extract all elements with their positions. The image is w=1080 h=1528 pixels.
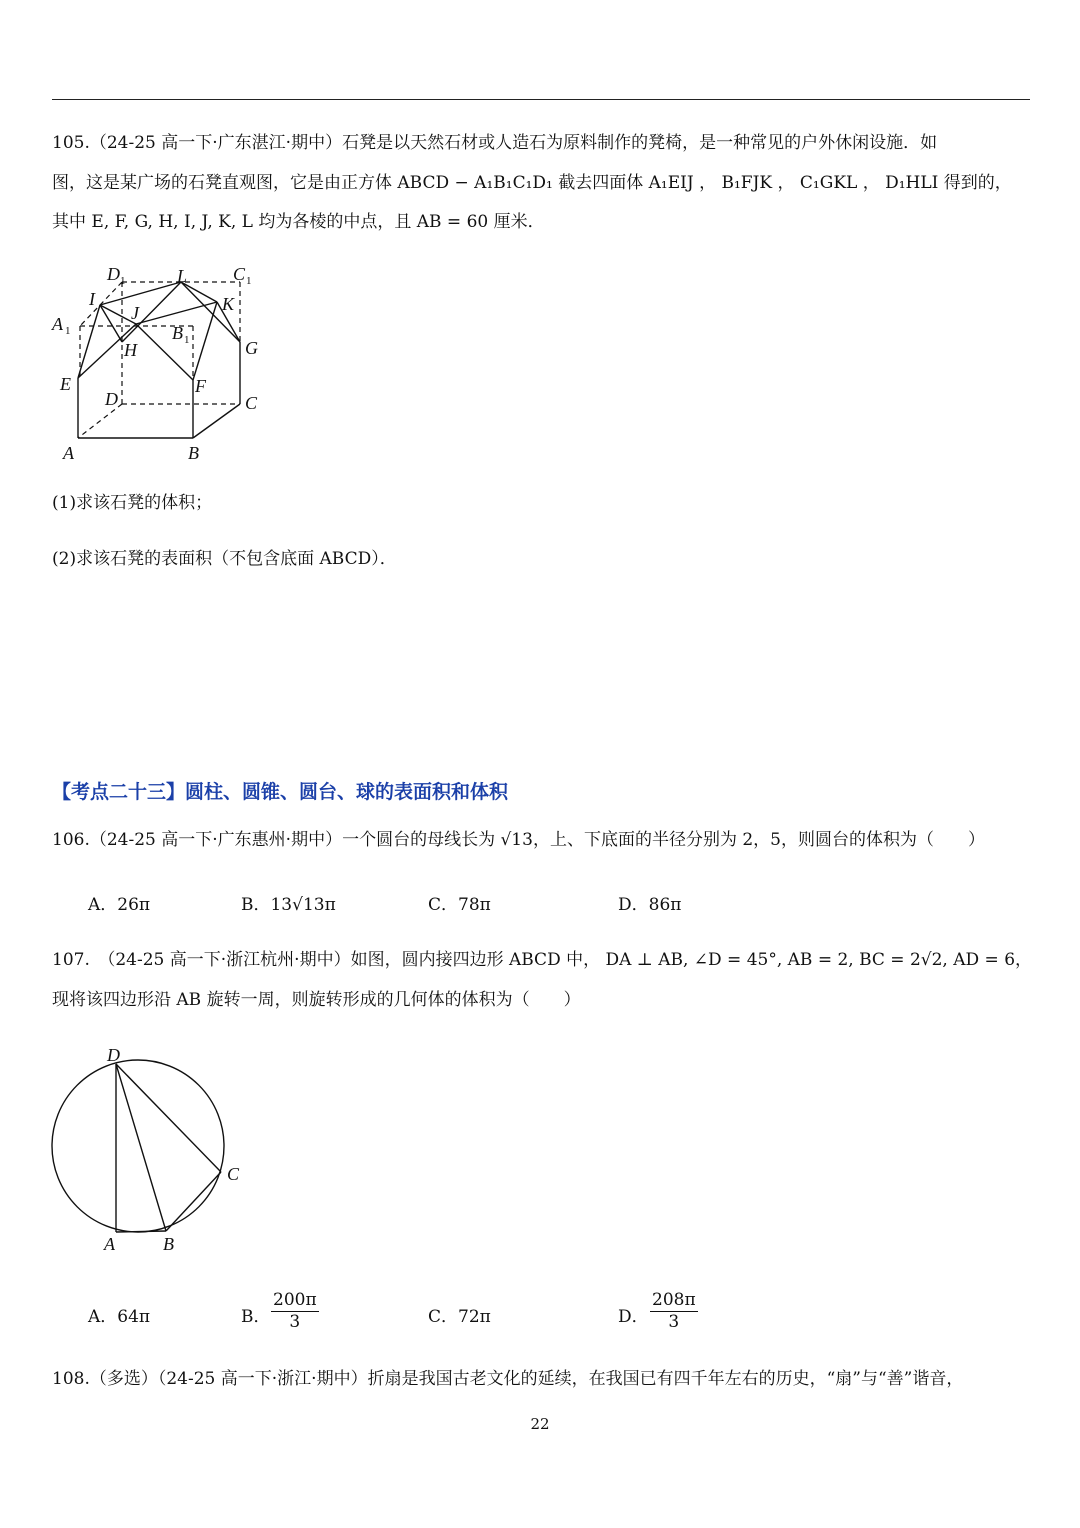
label-H: H bbox=[124, 340, 137, 360]
q107-option-c: C．72π bbox=[428, 1307, 491, 1327]
label-I: I bbox=[89, 289, 95, 309]
header-rule bbox=[52, 99, 1030, 100]
q106-option-b: B．13√13π bbox=[241, 895, 336, 915]
q106-option-a: A．26π bbox=[88, 895, 151, 915]
q105-line3: 其中 E, F, G, H, I, J, K, L 均为各棱的中点，且 AB = 60 厘米． bbox=[52, 212, 545, 232]
label-C: C bbox=[245, 393, 258, 413]
q107-option-b-fraction bbox=[271, 1290, 319, 1333]
circle-label-B: B bbox=[163, 1234, 174, 1254]
q107-option-d-denominator: 3 bbox=[668, 1312, 680, 1332]
label-A1-sub: 1 bbox=[65, 325, 71, 337]
q107-option-d-label: D． bbox=[618, 1307, 649, 1327]
circle-label-C: C bbox=[227, 1164, 240, 1184]
q107-option-a: A．64π bbox=[88, 1307, 151, 1327]
label-B1-sub: 1 bbox=[184, 334, 190, 346]
q106-option-c: C．78π bbox=[428, 895, 491, 915]
circle-quadrilateral-figure bbox=[40, 1040, 260, 1255]
q108-stem: 108.（多选）（24-25 高一下·浙江·期中）折扇是我国古老文化的延续，在我国已有四千年左右的历史，“扇”与“善”谐音， bbox=[52, 1369, 964, 1389]
label-B1: B bbox=[172, 323, 183, 343]
circle-label-A: A bbox=[104, 1234, 115, 1254]
q107-option-d-fraction bbox=[650, 1290, 698, 1333]
label-K: K bbox=[222, 294, 235, 314]
q107-option-b-denominator: 3 bbox=[289, 1312, 301, 1332]
label-G: G bbox=[245, 338, 258, 358]
q107-line2: 现将该四边形沿 AB 旋转一周，则旋转形成的几何体的体积为（ ） bbox=[52, 990, 581, 1010]
label-A: A bbox=[63, 443, 74, 463]
q106-stem: 106.（24-25 高一下·广东惠州·期中）一个圆台的母线长为 √13，上、下底面的半径分别为 2，5，则圆台的体积为（ ） bbox=[52, 830, 985, 850]
label-L: L bbox=[177, 266, 188, 286]
q105-sub1: (1)求该石凳的体积； bbox=[52, 493, 213, 513]
label-J: J bbox=[131, 303, 139, 323]
section-heading: 【考点二十三】圆柱、圆锥、圆台、球的表面积和体积 bbox=[52, 781, 509, 803]
label-F: F bbox=[195, 376, 206, 396]
q105-line2: 图，这是某广场的石凳直观图，它是由正方体 ABCD − A₁B₁C₁D₁ 截去四面体 A₁EIJ ， B₁FJK ， C₁GKL ， D₁HLI 得到的， bbox=[52, 173, 1012, 193]
label-C1: C bbox=[233, 264, 246, 284]
q107-option-b-numerator: 200π bbox=[273, 1290, 317, 1310]
q107-option-b-label: B． bbox=[241, 1307, 271, 1327]
q105-line1: 105.（24-25 高一下·广东湛江·期中）石凳是以天然石材或人造石为原料制作的凳椅，是一种常见的户外休闲设施．如 bbox=[52, 133, 938, 153]
q105-sub2: (2)求该石凳的表面积（不包含底面 ABCD）． bbox=[52, 549, 397, 569]
label-A1: A bbox=[52, 314, 63, 334]
label-B: B bbox=[188, 443, 199, 463]
stone-bench-figure bbox=[40, 255, 280, 470]
q107-line1: 107. （24-25 高一下·浙江杭州·期中）如图，圆内接四边形 ABCD 中， DA ⊥ AB, ∠D = 45°, AB = 2, BC = 2√2, AD = 6， bbox=[52, 950, 1033, 970]
q106-option-d: D．86π bbox=[618, 895, 682, 915]
label-E: E bbox=[60, 374, 71, 394]
q107-option-d-numerator: 208π bbox=[652, 1290, 696, 1310]
label-D1-sub: 1 bbox=[120, 275, 126, 287]
label-D1: D bbox=[107, 264, 120, 284]
page-number: 22 bbox=[530, 1415, 550, 1433]
label-D: D bbox=[105, 389, 118, 409]
label-C1-sub: 1 bbox=[246, 275, 252, 287]
circle-label-D: D bbox=[107, 1045, 120, 1065]
